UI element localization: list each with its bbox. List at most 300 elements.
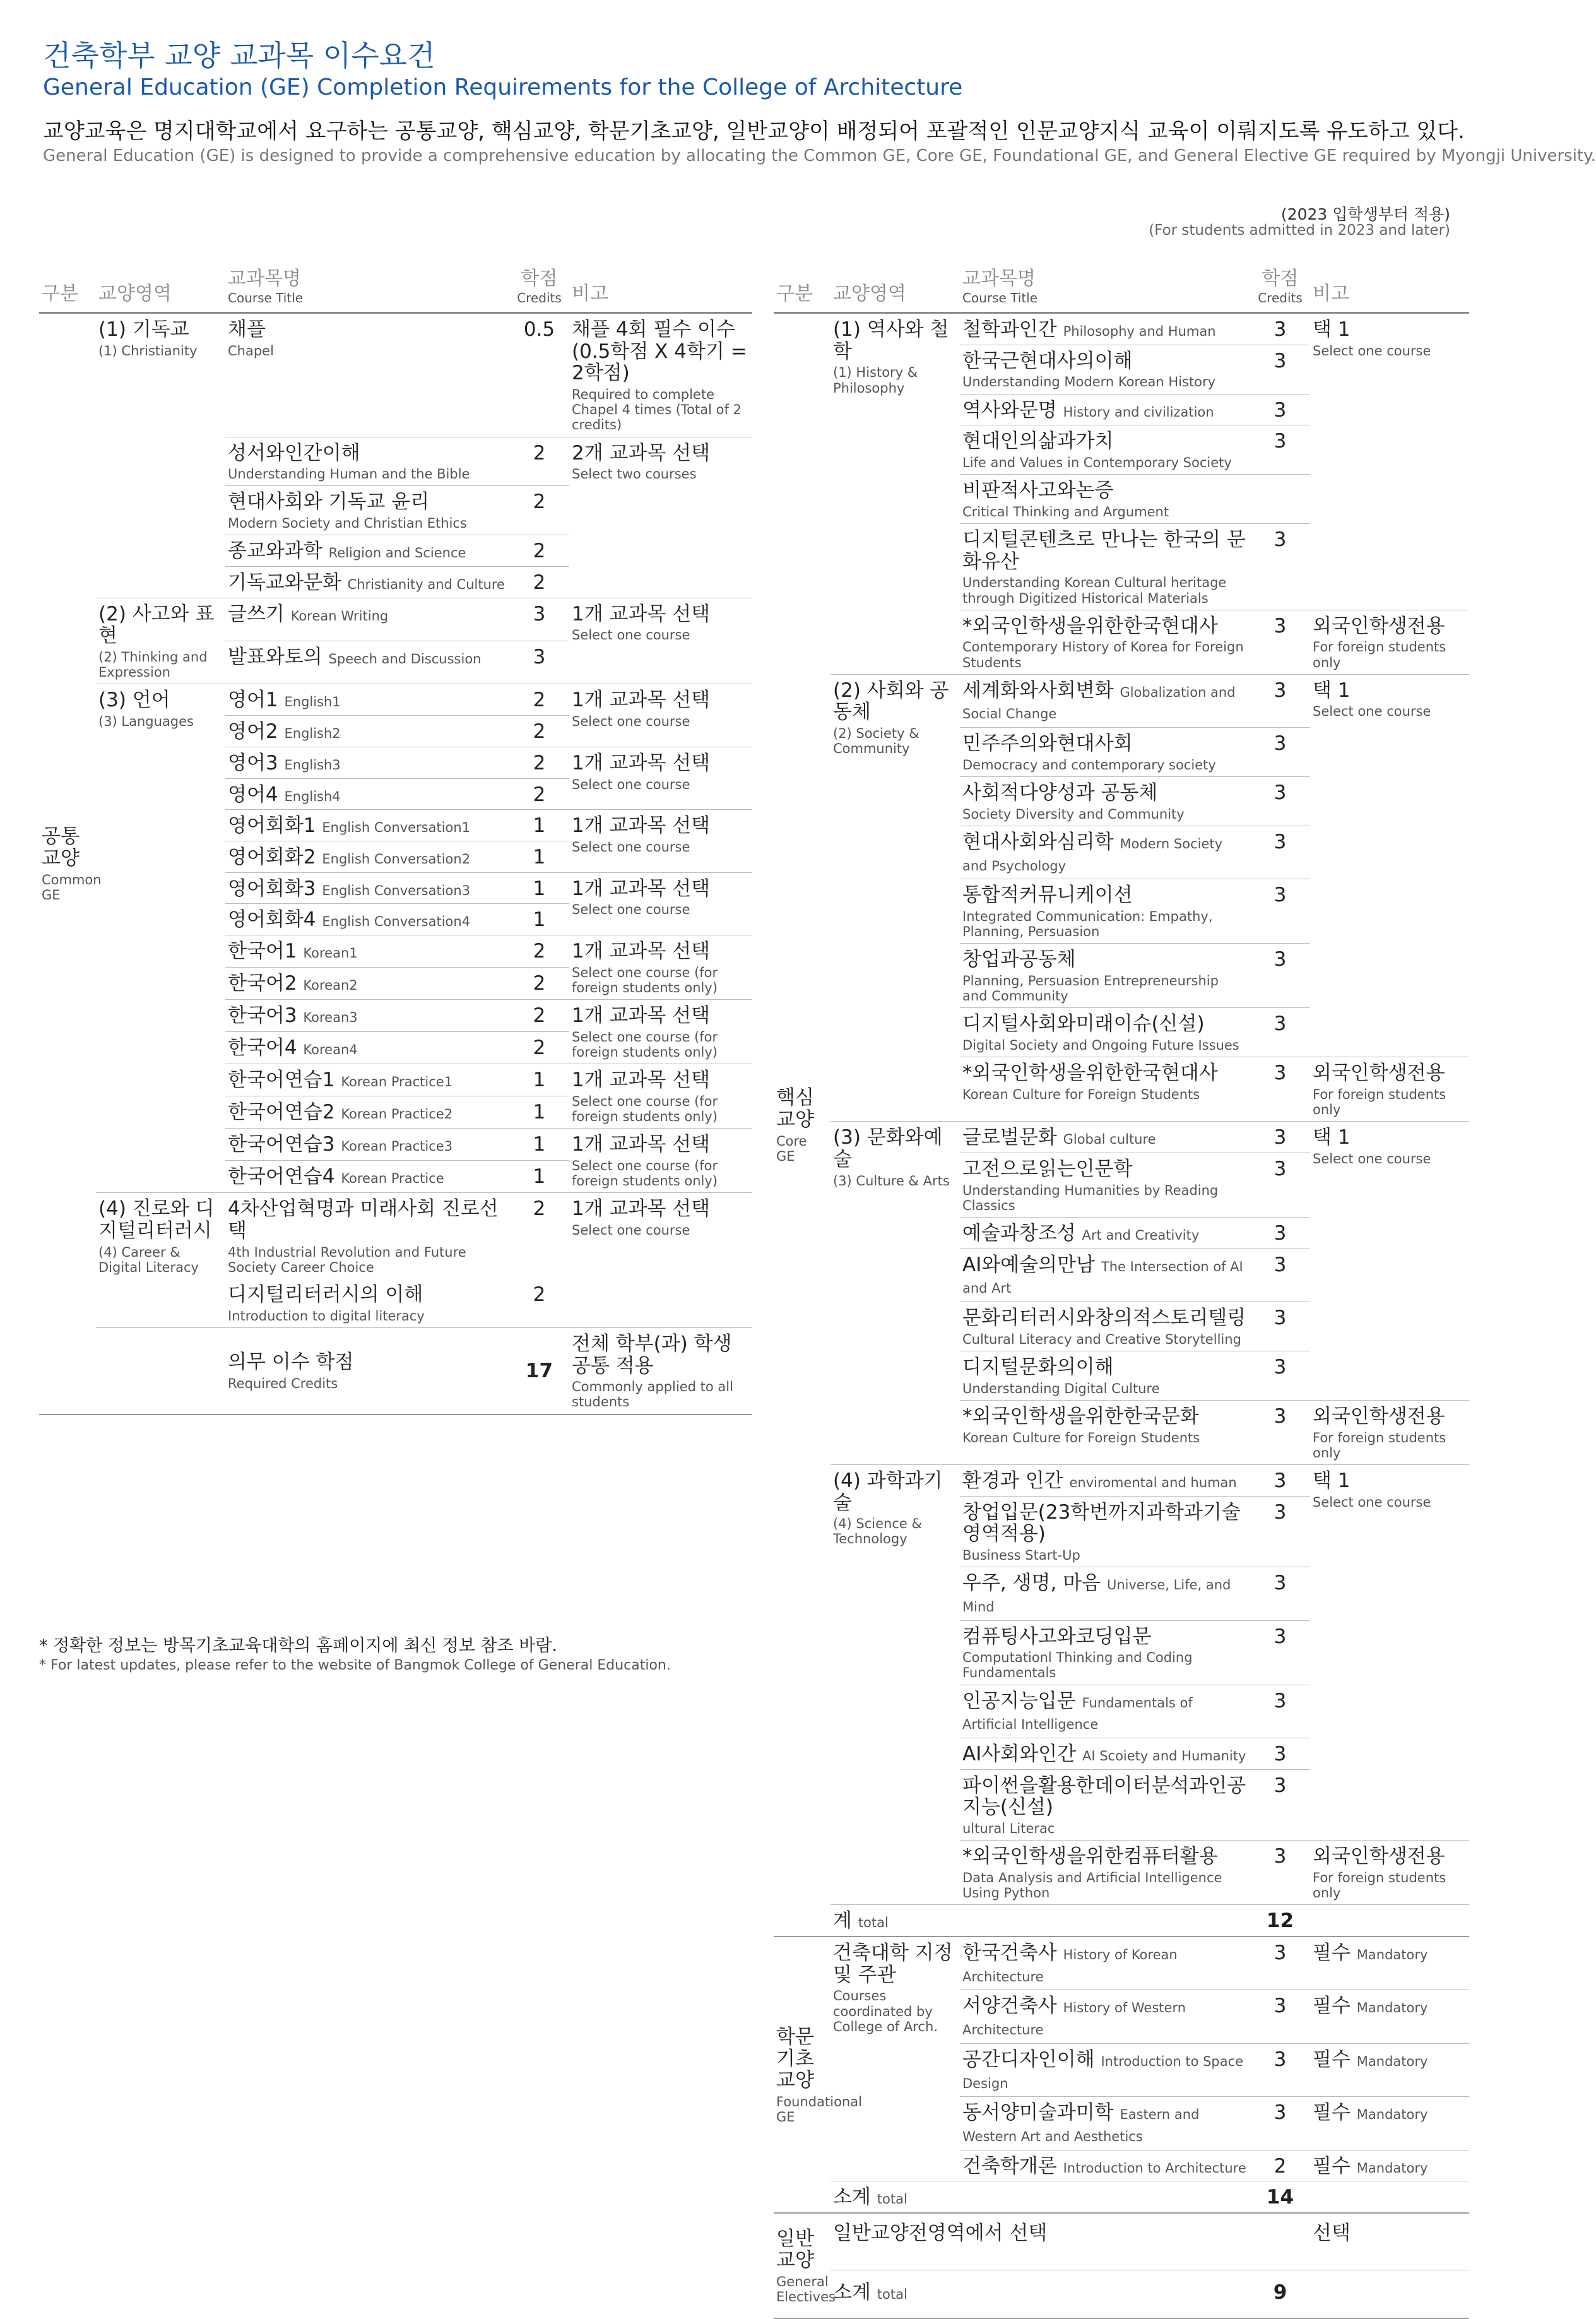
table-row xyxy=(774,1464,1469,1496)
course-name-en: Korean3 xyxy=(303,1010,358,1026)
credits-value: 3 xyxy=(1274,1469,1287,1492)
table-row xyxy=(774,2181,1469,2213)
page-title-ko: 건축학부 교양 교과목 이수요건 xyxy=(43,39,435,73)
category-ko: 학문 기초 교양 xyxy=(776,2025,814,2092)
note-cell xyxy=(569,810,752,872)
course-cell xyxy=(225,1193,509,1279)
course-name-en: English1 xyxy=(284,694,341,710)
course-name-ko: *외국인학생을위한한국문화 xyxy=(962,1404,1199,1428)
note-en: Select one course xyxy=(572,902,690,918)
course-name-ko: 영어회화3 xyxy=(228,877,316,900)
course-cell xyxy=(960,1217,1250,1248)
col-area: 교양영역 xyxy=(831,260,960,313)
credits-cell xyxy=(509,1129,569,1161)
course-cell xyxy=(225,1000,509,1032)
course-cell xyxy=(960,674,1250,727)
credits-cell xyxy=(1250,524,1310,610)
credits-value: 2 xyxy=(533,1283,546,1306)
course-cell xyxy=(225,935,509,968)
course-name-ko: 창업과공동체 xyxy=(962,948,1076,971)
course-name-ko: 종교와과학 xyxy=(228,540,322,563)
course-name-en: English Conversation4 xyxy=(322,914,471,930)
note-en: Select one course xyxy=(572,627,690,643)
credits-cell xyxy=(509,1064,569,1096)
course-name-ko: 창업입문(23학번까지과학과기술영역적용) xyxy=(962,1500,1241,1546)
area-cell xyxy=(831,674,960,1121)
course-cell xyxy=(225,1096,509,1129)
note-en: Select one course xyxy=(1313,343,1431,359)
course-cell xyxy=(960,1008,1250,1057)
course-name-en: Universe, Life, and Mind xyxy=(962,1577,1231,1615)
course-cell xyxy=(960,1122,1250,1153)
category-cell xyxy=(774,313,831,1936)
course-cell xyxy=(960,1769,1250,1841)
credits-cell xyxy=(1250,944,1310,1008)
blank-cell xyxy=(1310,2181,1469,2213)
area-ko: 건축대학 지정 및 주관 xyxy=(833,1941,953,1986)
course-cell xyxy=(960,2043,1250,2096)
core-ge-table xyxy=(774,260,1469,2319)
note-ko: 외국인학생전용 xyxy=(1313,1845,1445,1868)
course-name-ko: 통합적커뮤니케이션 xyxy=(962,884,1133,907)
course-cell xyxy=(225,716,509,747)
mandatory-ko: 필수 xyxy=(1313,1995,1351,2018)
course-cell xyxy=(225,872,509,904)
credits-value: 2 xyxy=(533,540,546,563)
note-cell xyxy=(569,437,752,598)
course-name-ko: 채플 xyxy=(228,318,266,341)
course-name-ko: 한국어3 xyxy=(228,1004,297,1028)
note-en: Required to complete Chapel 4 times (Total of 2 credits) xyxy=(572,387,742,433)
course-cell xyxy=(225,968,509,1000)
note-ko: 1개 교과목 선택 xyxy=(572,689,711,712)
note-en: Select one course xyxy=(572,839,690,855)
course-cell xyxy=(225,1279,509,1327)
course-cell xyxy=(225,313,509,437)
credits-value: 2 xyxy=(533,972,546,995)
gen-note-cell xyxy=(1310,2213,1469,2270)
course-name-ko: 컴퓨팅사고와코딩입문 xyxy=(962,1625,1152,1648)
course-cell xyxy=(960,1400,1250,1464)
mandatory-en: Mandatory xyxy=(1356,2053,1428,2069)
area-cell xyxy=(96,313,225,598)
course-cell xyxy=(960,1936,1250,1990)
course-cell xyxy=(960,944,1250,1008)
area-en: Courses coordinated by College of Arch. xyxy=(833,1988,938,2034)
credits-cell xyxy=(509,486,569,535)
course-name-en: Globalization and Social Change xyxy=(962,684,1236,722)
course-cell xyxy=(225,486,509,535)
required-label-en: Required Credits xyxy=(228,1375,338,1391)
course-name-en: Korean Practice3 xyxy=(341,1139,453,1154)
course-cell xyxy=(225,437,509,486)
mandatory-ko: 필수 xyxy=(1313,2048,1351,2071)
mandatory-en: Mandatory xyxy=(1356,2160,1428,2176)
credits-value: 0.5 xyxy=(523,318,555,341)
credits-cell xyxy=(509,684,569,716)
total-label-ko: 소계 xyxy=(833,2280,871,2304)
course-name-en: History of Western Architecture xyxy=(962,2000,1186,2038)
table-row xyxy=(774,2213,1469,2270)
category-cell xyxy=(774,2213,836,2318)
credits-value: 3 xyxy=(1274,430,1287,453)
note-ko: 1개 교과목 선택 xyxy=(572,602,711,626)
credits-value: 3 xyxy=(1274,1307,1287,1330)
note-cell xyxy=(569,1064,752,1129)
course-name-ko: 한국어연습3 xyxy=(228,1133,335,1156)
note-cell xyxy=(569,313,752,437)
gen-select: 일반교양전영역에서 선택 xyxy=(833,2222,1048,2245)
course-name-en: Understanding Humanities by Reading Classics xyxy=(962,1182,1219,1213)
note-cell xyxy=(1310,1400,1469,1464)
credits-value: 3 xyxy=(1274,349,1287,372)
course-name-ko: 4차산업혁명과 미래사회 진로선택 xyxy=(228,1197,499,1242)
note-cell xyxy=(569,684,752,747)
course-name-ko: 한국어2 xyxy=(228,972,297,995)
credits-cell xyxy=(1250,610,1310,674)
credits-value: 2 xyxy=(533,940,546,963)
course-cell xyxy=(960,1738,1250,1769)
course-name-ko: AI와예술의만남 xyxy=(962,1253,1096,1276)
table-row xyxy=(39,313,752,437)
credits-cell xyxy=(509,1193,569,1279)
course-name-ko: 영어1 xyxy=(228,689,278,712)
gen-total-value xyxy=(1250,2270,1310,2318)
course-name-en: Democracy and contemporary society xyxy=(962,757,1216,773)
common-ge-table xyxy=(39,260,752,1415)
course-name-ko: 디지털리터러시의 이해 xyxy=(228,1283,423,1306)
table-row xyxy=(774,1122,1469,1153)
area-ko: (3) 문화와예술 xyxy=(833,1126,943,1171)
area-en: (1) History & Philosophy xyxy=(833,365,918,396)
course-name-ko: 파이썬을활용한데이터분석과인공지능(신설) xyxy=(962,1774,1246,1819)
course-name-en: Religion and Science xyxy=(328,545,466,561)
credits-cell xyxy=(509,535,569,567)
credits-value: 3 xyxy=(1274,1500,1287,1524)
course-name-ko: 현대사회와심리학 xyxy=(962,830,1114,853)
course-cell xyxy=(960,1464,1250,1496)
area-en: (3) Culture & Arts xyxy=(833,1173,950,1189)
course-cell xyxy=(960,1567,1250,1620)
credits-value: 1 xyxy=(533,1101,546,1124)
credits-value: 3 xyxy=(1274,614,1287,638)
course-cell xyxy=(225,841,509,873)
credits-value: 2 xyxy=(533,751,546,774)
found-total-label xyxy=(831,2181,1250,2213)
credits-value: 2 xyxy=(533,689,546,712)
course-name-en: Cultural Literacy and Creative Storytelling xyxy=(962,1331,1241,1347)
course-cell xyxy=(960,777,1250,826)
course-name-en: Critical Thinking and Argument xyxy=(962,504,1169,519)
course-name-ko: 동서양미술과미학 xyxy=(962,2101,1114,2125)
course-name-ko: 한국어연습4 xyxy=(228,1165,335,1189)
credits-cell xyxy=(509,641,569,684)
note-ko: 택 1 xyxy=(1313,679,1351,702)
course-name-en: Modern Society and Christian Ethics xyxy=(228,516,467,531)
table-row xyxy=(774,2270,1469,2318)
course-name-ko: 세계화와사회변화 xyxy=(962,679,1114,702)
course-name-ko: 영어4 xyxy=(228,783,278,806)
area-en: (1) Christianity xyxy=(98,343,198,359)
course-name-en: Christianity and Culture xyxy=(347,577,505,593)
note-ko: 외국인학생전용 xyxy=(1313,1404,1445,1428)
blank-cell xyxy=(96,1327,225,1414)
credits-value: 2 xyxy=(533,571,546,595)
course-name-en: 4th Industrial Revolution and Future Society Career Choice xyxy=(228,1244,466,1275)
course-name-en: Understanding Korean Cultural heritage through Digitized Historical Materials xyxy=(962,575,1227,606)
credits-value: 1 xyxy=(533,846,546,869)
note-ko: 택 1 xyxy=(1313,318,1351,341)
credits-value: 3 xyxy=(1274,1572,1287,1595)
course-name-en: Korean Culture for Foreign Students xyxy=(962,1430,1200,1445)
course-name-en: AI Scoiety and Humanity xyxy=(1082,1748,1246,1764)
course-name-ko: 공간디자인이해 xyxy=(962,2048,1095,2071)
course-name-ko: 영어회화2 xyxy=(228,846,316,869)
course-cell xyxy=(960,345,1250,394)
credits-value: 2 xyxy=(533,783,546,806)
category-ko: 핵심 교양 xyxy=(776,1086,814,1131)
gen-total: 9 xyxy=(1273,2280,1287,2304)
course-name-en: English3 xyxy=(284,757,341,773)
course-name-en: Society Diversity and Community xyxy=(962,806,1185,822)
category-ko: 일반 교양 xyxy=(776,2227,814,2272)
course-name-ko: 영어회화4 xyxy=(228,908,316,932)
footnote-ko: * 정확한 정보는 방목기초교육대학의 홈페이지에 최신 정보 참조 바람. xyxy=(39,1636,558,1656)
course-name-ko: 기독교와문화 xyxy=(228,571,341,595)
credits-value: 2 xyxy=(533,1036,546,1060)
course-name-ko: 서양건축사 xyxy=(962,1995,1057,2018)
course-name-en: Korean Practice1 xyxy=(341,1074,453,1090)
course-cell xyxy=(960,1990,1250,2043)
area-ko: (4) 진로와 디지털리터러시 xyxy=(98,1197,215,1242)
course-name-en: Data Analysis and Artificial Intelligence Using Python xyxy=(962,1870,1222,1901)
course-name-en: ultural Literac xyxy=(962,1821,1055,1837)
credits-cell xyxy=(1250,879,1310,944)
credits-cell xyxy=(1250,777,1310,826)
course-cell xyxy=(225,1032,509,1064)
credits-cell xyxy=(1250,394,1310,425)
course-name-en: English Conversation1 xyxy=(322,820,471,836)
course-name-ko: 고전으로읽는인문학 xyxy=(962,1157,1133,1180)
credits-cell xyxy=(509,567,569,598)
credits-cell xyxy=(509,841,569,873)
course-name-ko: *외국인학생을위한한국현대사 xyxy=(962,614,1218,638)
course-name-en: English Conversation2 xyxy=(322,851,471,867)
course-name-en: Korean Practice2 xyxy=(341,1106,453,1122)
course-cell xyxy=(960,1248,1250,1302)
credits-value: 3 xyxy=(1274,1157,1287,1180)
note-ko: 택 1 xyxy=(1313,1126,1351,1149)
credits-cell xyxy=(1250,826,1310,879)
total-label-ko: 소계 xyxy=(833,2186,871,2209)
credits-value: 2 xyxy=(1274,2154,1287,2178)
credits-cell xyxy=(1250,1464,1310,1496)
course-name-ko: 한국어4 xyxy=(228,1036,297,1060)
course-name-en: Life and Values in Contemporary Society xyxy=(962,455,1232,471)
area-cell xyxy=(96,684,225,1193)
credits-cell xyxy=(1250,1400,1310,1464)
table-row xyxy=(39,1193,752,1279)
col-credits: 학점 Credits xyxy=(1250,260,1310,313)
credits-cell xyxy=(1250,1567,1310,1620)
col-note: 비고 xyxy=(1310,260,1469,313)
course-name-en: Introduction to Architecture xyxy=(1063,2160,1246,2176)
credits-cell xyxy=(1250,1351,1310,1400)
credits-value: 3 xyxy=(1274,1355,1287,1379)
mandatory-cell xyxy=(1310,1990,1469,2043)
course-name-ko: 역사와문명 xyxy=(962,398,1057,422)
course-name-en: Planning, Persuasion Entrepreneurship and Community xyxy=(962,973,1219,1004)
area-cell xyxy=(831,1936,960,2181)
intro-en: General Education (GE) is designed to provide a comprehensive education by allocating the Common GE, Core GE, Foundational GE, and General Elective GE required by Myongji University. xyxy=(43,146,1596,165)
credits-cell xyxy=(1250,1620,1310,1685)
note-ko: 1개 교과목 선택 xyxy=(572,1133,711,1156)
area-ko: (4) 과학과기술 xyxy=(833,1469,943,1514)
note-cell xyxy=(569,935,752,1000)
credits-value: 3 xyxy=(1274,781,1287,805)
note-en: Select one course xyxy=(572,714,690,730)
credits-value: 3 xyxy=(1274,2101,1287,2125)
note-ko: 1개 교과목 선택 xyxy=(572,1069,711,1092)
course-name-en: The Intersection of AI and Art xyxy=(962,1259,1243,1296)
credits-value: 1 xyxy=(533,814,546,838)
area-ko: (1) 역사와 철학 xyxy=(833,318,949,363)
area-cell xyxy=(96,598,225,684)
note-en: Select one course xyxy=(1313,704,1431,720)
found-total-value xyxy=(1250,2181,1310,2213)
course-cell xyxy=(225,1129,509,1161)
note-en: For foreign students only xyxy=(1313,1870,1446,1901)
area-cell xyxy=(96,1193,225,1328)
course-name-en: Korean Writing xyxy=(290,608,389,624)
common-note-ko: 전체 학부(과) 학생 공통 적용 xyxy=(572,1332,732,1377)
credits-cell xyxy=(1250,2097,1310,2150)
mandatory-ko: 필수 xyxy=(1313,2101,1351,2125)
col-course: 교과목명 Course Title xyxy=(960,260,1250,313)
course-cell xyxy=(960,879,1250,944)
credits-value: 2 xyxy=(533,1004,546,1028)
credits-value: 3 xyxy=(1274,1742,1287,1765)
credits-value: 3 xyxy=(1274,732,1287,756)
category-en: Core GE xyxy=(776,1133,807,1164)
col-course: 교과목명 Course Title xyxy=(225,260,509,313)
apply-note-en: (For students admitted in 2023 and later) xyxy=(1149,222,1450,239)
note-cell xyxy=(569,1193,752,1328)
core-total-value xyxy=(1250,1905,1310,1936)
course-name-en: Art and Creativity xyxy=(1082,1227,1200,1243)
mandatory-ko: 필수 xyxy=(1313,2154,1351,2178)
credits-cell xyxy=(509,872,569,904)
course-name-en: Eastern and Western Art and Aesthetics xyxy=(962,2107,1200,2144)
credits-value: 3 xyxy=(1274,1253,1287,1276)
note-cell xyxy=(1310,1122,1469,1401)
credits-cell xyxy=(1250,1936,1310,1990)
note-en: For foreign students only xyxy=(1313,1430,1446,1461)
course-name-ko: AI사회와인간 xyxy=(962,1742,1077,1765)
course-name-en: Digital Society and Ongoing Future Issues xyxy=(962,1038,1239,1053)
credits-cell xyxy=(509,1096,569,1129)
course-cell xyxy=(960,610,1250,674)
note-ko: 1개 교과목 선택 xyxy=(572,1197,711,1221)
credits-cell xyxy=(1250,1769,1310,1841)
area-cell xyxy=(831,1122,960,1465)
credits-cell xyxy=(509,747,569,778)
elective-ko: 선택 xyxy=(1313,2222,1351,2245)
course-name-en: Understanding Human and the Bible xyxy=(228,466,470,482)
intro-ko: 교양교육은 명지대학교에서 요구하는 공통교양, 핵심교양, 학문기초교양, 일반교양이 배정되어 포괄적인 인문교양지식 교육이 이뤄지도록 유도하고 있다. xyxy=(43,119,1465,144)
table-row xyxy=(774,1936,1469,1990)
course-name-en: Korean2 xyxy=(303,978,358,993)
credits-value: 3 xyxy=(533,646,546,669)
category-ko: 공통 교양 xyxy=(42,825,80,870)
area-ko: (1) 기독교 xyxy=(98,318,189,341)
course-name-en: Korean4 xyxy=(303,1042,358,1058)
credits-cell xyxy=(1250,1302,1310,1351)
credits-cell xyxy=(1250,2150,1310,2181)
note-cell xyxy=(569,1000,752,1064)
course-cell xyxy=(960,2150,1250,2181)
note-cell xyxy=(1310,1464,1469,1840)
course-name-ko: 우주, 생명, 마음 xyxy=(962,1572,1101,1595)
course-name-ko: 철학과인간 xyxy=(962,318,1057,341)
credits-cell xyxy=(1250,1153,1310,1217)
course-cell xyxy=(960,425,1250,475)
course-name-ko: 한국어연습2 xyxy=(228,1101,335,1124)
credits-value: 3 xyxy=(1274,1404,1287,1428)
credits-value: 3 xyxy=(1274,1126,1287,1149)
course-name-en: English4 xyxy=(284,788,341,804)
course-cell xyxy=(960,1153,1250,1217)
note-ko: 1개 교과목 선택 xyxy=(572,940,711,963)
col-category: 구분 xyxy=(774,260,831,313)
course-name-ko: 한국근현대사의이해 xyxy=(962,349,1133,372)
course-cell xyxy=(225,567,509,598)
course-name-en: Korean Culture for Foreign Students xyxy=(962,1086,1200,1102)
credits-value: 3 xyxy=(1274,1625,1287,1648)
course-name-ko: 현대사회와 기독교 윤리 xyxy=(228,490,430,514)
course-cell xyxy=(960,2097,1250,2150)
course-cell xyxy=(960,313,1250,345)
col-note: 비고 xyxy=(569,260,752,313)
course-cell xyxy=(225,810,509,841)
course-cell xyxy=(960,1620,1250,1685)
credits-cell xyxy=(509,1279,569,1327)
course-cell xyxy=(960,826,1250,879)
course-name-en: English Conversation3 xyxy=(322,882,471,898)
credits-cell xyxy=(1250,1217,1310,1248)
footnote-en: * For latest updates, please refer to the website of Bangmok College of General Education. xyxy=(39,1658,671,1673)
course-name-en: English2 xyxy=(284,726,341,742)
credits-cell xyxy=(1250,674,1310,727)
credits-value: 2 xyxy=(533,490,546,514)
note-en: For foreign students only xyxy=(1313,639,1446,670)
course-name-en: Philosophy and Human xyxy=(1063,324,1216,339)
note-ko-2: (0.5학점 X 4학기 = 2학점) xyxy=(572,340,747,385)
note-ko: 채플 4회 필수 이수 xyxy=(572,318,735,341)
table-row xyxy=(39,598,752,641)
note-en: Select one course xyxy=(1313,1151,1431,1166)
course-cell xyxy=(960,524,1250,610)
note-ko: 택 1 xyxy=(1313,1469,1351,1492)
course-cell xyxy=(960,394,1250,425)
area-ko: (3) 언어 xyxy=(98,689,170,712)
course-name-ko: 발표와토의 xyxy=(228,646,322,669)
area-en: (2) Society & Community xyxy=(833,726,919,757)
course-cell xyxy=(225,641,509,684)
course-cell xyxy=(960,1841,1250,1905)
course-name-ko: 한국어1 xyxy=(228,940,297,963)
course-name-en: Computationl Thinking and Coding Fundamentals xyxy=(962,1650,1193,1681)
